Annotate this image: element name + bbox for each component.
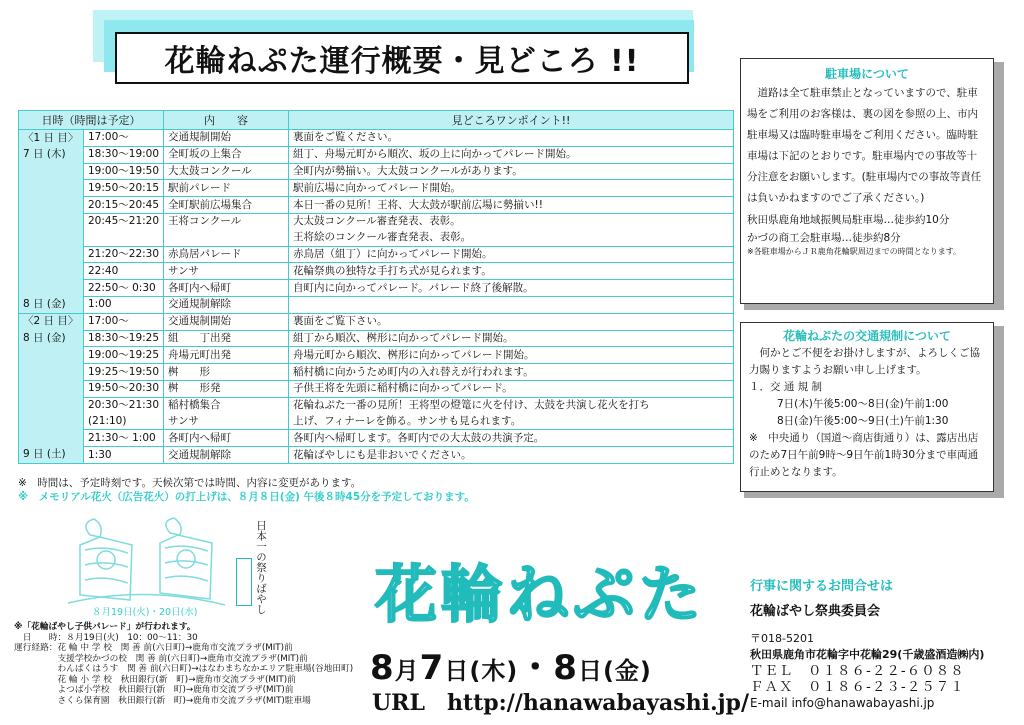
row-highlight: 子供王将を先頭に稲村橋に向かってパレード。 xyxy=(289,380,734,397)
parade-route: 運行経路：花 輪 中 学 校 関 善 前(六日町)→鹿角市交流プラザ(MIT)前 xyxy=(14,643,293,653)
children-parade-info xyxy=(14,622,353,706)
row-content: 交通規制解除 xyxy=(164,296,289,313)
row-day: 9 日 (土) xyxy=(19,447,84,464)
parade-datetime: 日 時：８月19日(火) 10：00～11：30 xyxy=(14,632,198,643)
row-content: 交通規制開始 xyxy=(164,313,289,330)
row-time: 20:45～21:20 xyxy=(84,213,164,229)
parking-title: 駐車場について xyxy=(825,67,909,81)
table-row xyxy=(19,397,734,413)
table-row xyxy=(19,280,734,297)
table-row xyxy=(19,130,734,147)
row-content: 交通規制解除 xyxy=(164,447,289,464)
table-row xyxy=(19,364,734,381)
row-content: サンサ xyxy=(164,263,289,280)
contact-postal: 〒018-5201 xyxy=(750,632,814,645)
festival-dates xyxy=(370,640,652,689)
row-day xyxy=(19,280,84,297)
vertical-slogan: 日本一の祭りばやし xyxy=(255,520,267,615)
row-day xyxy=(19,263,84,280)
row-content: 交通規制開始 xyxy=(164,130,289,147)
row-time: 1:00 xyxy=(84,296,164,313)
row-time: 18:30～19:25 xyxy=(84,330,164,347)
row-day xyxy=(19,230,84,246)
date-month-unit: 月 xyxy=(394,657,420,685)
row-time: 22:40 xyxy=(84,263,164,280)
parade-route: わんぱくはうす 関 善 前(六日町)→はなわまちなかエリア駐車場(谷地田町) xyxy=(14,664,354,674)
row-highlight: 花輪ねぷた一番の見所！王将型の燈篭に火を付け、太鼓を共演し花火を打ち xyxy=(289,397,734,413)
row-highlight: 花輪祭典の独特な手打ち式が見られます。 xyxy=(289,263,734,280)
row-content: 各町内へ帰町 xyxy=(164,430,289,447)
schedule-body xyxy=(19,130,734,464)
row-day xyxy=(19,397,84,413)
date-day2: 8 xyxy=(553,648,578,688)
row-highlight: 駅前広場に向かってパレード開始。 xyxy=(289,180,734,197)
row-time: 17:00～ xyxy=(84,130,164,147)
float-illustration xyxy=(60,515,230,610)
header-content: 内 容 xyxy=(164,111,289,130)
traffic-intro: 何かとご不便をお掛けしますが、よろしくご協力賜りますようお願い申し上げます。 xyxy=(749,347,980,376)
table-row xyxy=(19,296,734,313)
row-day xyxy=(19,163,84,180)
date-day-unit-2: 日 xyxy=(577,657,603,685)
hanawabayashi-logo-box xyxy=(236,558,252,606)
table-row xyxy=(19,197,734,214)
table-row xyxy=(19,180,734,197)
row-highlight: 裏面をご覧下さい。 xyxy=(289,313,734,330)
row-day xyxy=(19,414,84,430)
row-content: 舟場元町出発 xyxy=(164,347,289,364)
row-day xyxy=(19,380,84,397)
parade-route: 花 輪 小 学 校 秋田銀行(新 町)→鹿角市交流プラザ(MIT)前 xyxy=(14,674,296,685)
row-highlight: 全町内が勢揃い。大太鼓コンクールがあります。 xyxy=(289,163,734,180)
row-content: 全町坂の上集合 xyxy=(164,146,289,163)
row-highlight: 大太鼓コンクール審査発表、表彰。 xyxy=(289,213,734,229)
parking-lot-1: 秋田県鹿角地域振興局駐車場…徒歩約10分 xyxy=(747,214,950,226)
row-content: 組 丁出発 xyxy=(164,330,289,347)
row-content: 駅前パレード xyxy=(164,180,289,197)
schedule-table xyxy=(18,110,734,464)
contact-address: 秋田県鹿角市花輪字中花輪29(千歳盛酒造㈱内) xyxy=(750,648,985,661)
row-highlight: 舟場元町から順次、桝形に向かってパレード開始。 xyxy=(289,347,734,364)
row-day: 〈2 日 目〉 xyxy=(19,313,84,330)
date-day1: 7 xyxy=(419,648,445,688)
contact-info xyxy=(750,575,1020,711)
row-content: 全町駅前広場集合 xyxy=(164,197,289,214)
row-day: 8 日 (金) xyxy=(19,296,84,313)
table-row xyxy=(19,414,734,430)
table-row xyxy=(19,213,734,229)
row-highlight: 自町内に向かってパレード。パレード終了後解散。 xyxy=(289,280,734,297)
row-time: 19:50～20:30 xyxy=(84,380,164,397)
parade-route: 支援学校かづの校 関 善 前(六日町)→鹿角市交流プラザ(MIT)前 xyxy=(14,653,308,664)
parade-heading: ※「花輪ばやし子供パレード」が行われます。 xyxy=(14,622,196,632)
date-month: 8 xyxy=(370,648,395,688)
row-day xyxy=(19,213,84,229)
row-time: 1:30 xyxy=(84,447,164,464)
table-row xyxy=(19,146,734,163)
row-highlight: 裏面をご覧ください。 xyxy=(289,130,734,147)
date-dow1: (木) xyxy=(469,657,519,685)
row-time: 20:30～21:30 xyxy=(84,397,164,413)
festival-logo-title: 花輪ねぷた xyxy=(374,558,705,631)
row-content: サンサ xyxy=(164,414,289,430)
row-time xyxy=(84,230,164,246)
row-highlight: 組丁から順次、桝形に向かってパレード開始。 xyxy=(289,330,734,347)
row-highlight: 各町内へ帰町します。各町内での大太鼓の共演予定。 xyxy=(289,430,734,447)
row-content: 各町内へ帰町 xyxy=(164,280,289,297)
parade-route: よつば小学校 秋田銀行(新 町)→鹿角市交流プラザ(MIT)前 xyxy=(14,685,294,695)
date-day-unit: 日 xyxy=(444,657,470,685)
row-time: 19:25～19:50 xyxy=(84,364,164,381)
traffic-box xyxy=(740,322,994,492)
parking-body: 道路は全て駐車禁止となっていますので、駐車場をご利用のお客様は、裏の図を参照の上、市内駐車場又は臨時駐車場をご利用ください。臨時駐車場は下記のとおりです。駐車場内での事故等十分注意をお願いします。(駐車場内での事故等責任は負いかねますのでご了承ください。) xyxy=(747,87,982,204)
table-row xyxy=(19,263,734,280)
page-title: 花輪ねぷた運行概要・見どころ !! xyxy=(115,32,689,84)
row-day xyxy=(19,430,84,447)
row-day: 7 日 (木) xyxy=(19,146,84,163)
row-day xyxy=(19,364,84,381)
table-row xyxy=(19,430,734,447)
table-row xyxy=(19,380,734,397)
row-content: 桝 形発 xyxy=(164,380,289,397)
contact-email[interactable]: E-mail info@hanawabayashi.jp xyxy=(750,696,935,710)
row-time: 18:30～19:00 xyxy=(84,146,164,163)
row-time: 19:50～20:15 xyxy=(84,180,164,197)
row-day xyxy=(19,197,84,214)
header-datetime: 日時（時間は予定） xyxy=(19,111,164,130)
row-day: 8 日 (金) xyxy=(19,330,84,347)
row-day xyxy=(19,246,84,263)
traffic-title: 花輪ねぷたの交通規制について xyxy=(783,329,951,343)
row-highlight: 本日一番の見所！王将、大太鼓が駅前広場に勢揃い!! xyxy=(289,197,734,214)
traffic-item1b: 8日(金)午後5:00～9日(土)午前1:30 xyxy=(777,415,949,427)
date-separator: ・ xyxy=(518,648,554,688)
traffic-item2: ※ 中央通り（国道～商店街通り）は、露店出店のため7日午前9時～9日午前1時30分まで車両通行止めとなります。 xyxy=(749,432,979,478)
row-highlight: 王将絵のコンクール審査発表、表彰。 xyxy=(289,230,734,246)
row-highlight: 花輪ばやしにも是非おいでください。 xyxy=(289,447,734,464)
parade-route: さくら保育園 秋田銀行(新 町)→鹿角市交流プラザ(MIT)駐車場 xyxy=(14,695,311,706)
parking-lot-note: ※各駐車場からＪＲ鹿角花輪駅周辺までの時間となります。 xyxy=(747,246,962,256)
contact-fax: ＦＡＸ ０１８６-２３-２５７１ xyxy=(750,679,965,695)
row-highlight: 上げ、フィナーレを飾る。サンサも見られます。 xyxy=(289,414,734,430)
table-row xyxy=(19,330,734,347)
table-row xyxy=(19,246,734,263)
table-row xyxy=(19,163,734,180)
row-highlight: 組丁、舟場元町から順次、坂の上に向かってパレード開始。 xyxy=(289,146,734,163)
row-day xyxy=(19,347,84,364)
schedule-notes xyxy=(18,476,475,504)
row-highlight xyxy=(289,296,734,313)
row-content xyxy=(164,230,289,246)
contact-heading: 行事に関するお問合せは xyxy=(750,579,894,594)
row-content: 赤鳥居パレード xyxy=(164,246,289,263)
parking-box xyxy=(740,58,994,304)
row-highlight: 赤鳥居（組丁）に向かってパレード開始。 xyxy=(289,246,734,263)
row-content: 桝 形 xyxy=(164,364,289,381)
row-content: 稲村橋集合 xyxy=(164,397,289,413)
row-time: (21:10) xyxy=(84,414,164,430)
contact-tel: ＴＥＬ ０１８６-２２-６０８８ xyxy=(750,663,965,679)
date-dow2: (金) xyxy=(602,657,652,685)
row-time: 17:00～ xyxy=(84,313,164,330)
row-time: 21:30～ 1:00 xyxy=(84,430,164,447)
table-header-row xyxy=(19,111,734,130)
row-highlight: 稲村橋に向かうため町内の入れ替えが行われます。 xyxy=(289,364,734,381)
row-time: 19:00～19:25 xyxy=(84,347,164,364)
website-url[interactable]: URL http://hanawabayashi.jp/ xyxy=(372,690,749,716)
table-row xyxy=(19,447,734,464)
table-row xyxy=(19,230,734,246)
table-row xyxy=(19,347,734,364)
row-day xyxy=(19,180,84,197)
row-content: 王将コンクール xyxy=(164,213,289,229)
traffic-item1: １．交 通 規 制 xyxy=(749,381,823,393)
note-time: ※ 時間は、予定時刻です。天候次第では時間、内容に変更があります。 xyxy=(18,477,362,489)
table-row xyxy=(19,313,734,330)
contact-org: 花輪ばやし祭典委員会 xyxy=(750,604,881,619)
row-time: 20:15～20:45 xyxy=(84,197,164,214)
row-content: 大太鼓コンクール xyxy=(164,163,289,180)
row-time: 22:50～ 0:30 xyxy=(84,280,164,297)
traffic-item1a: 7日(木)午後5:00～8日(金)午前1:00 xyxy=(777,398,949,410)
header-highlight: 見どころワンポイント!! xyxy=(289,111,734,130)
illustration-caption: ８月19日(火)・20日(水) xyxy=(92,607,198,618)
row-time: 21:20～22:30 xyxy=(84,246,164,263)
note-fireworks: ※ メモリアル花火（広告花火）の打上げは、８月８日(金) 午後８時45分を予定しております。 xyxy=(18,491,475,503)
parking-lot-2: かづの商工会駐車場…徒歩約8分 xyxy=(747,231,901,244)
row-time: 19:00～19:50 xyxy=(84,163,164,180)
row-day: 〈1 日 目〉 xyxy=(19,130,84,147)
